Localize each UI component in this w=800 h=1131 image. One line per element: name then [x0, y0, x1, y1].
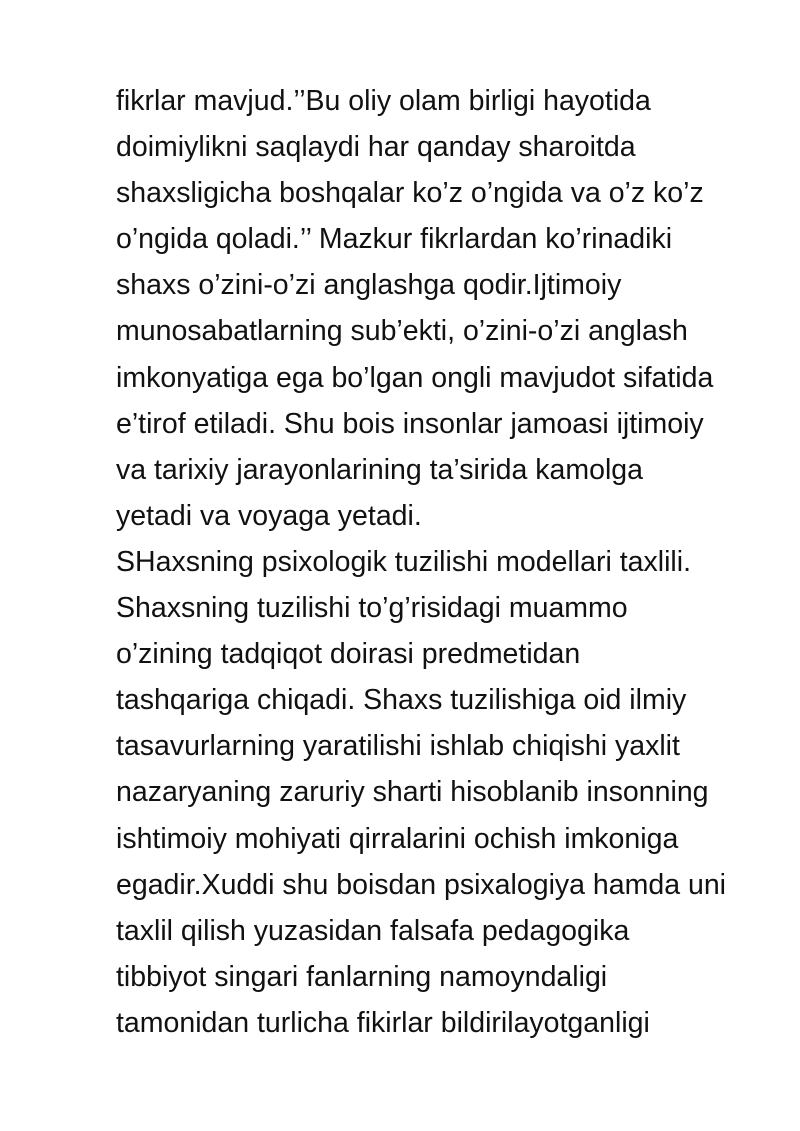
section-heading-line: SHaxsning psixologik tuzilishi modellari taxlili. [116, 545, 691, 578]
text-line: tibbiyot singari fanlarning namoyndaligi [116, 960, 608, 993]
text-line: nazaryaning zaruriy sharti hisoblanib insonning [116, 776, 709, 809]
text-line: e’tirof etiladi. Shu bois insonlar jamoasi ijtimoiy [116, 407, 704, 440]
text-line: tamonidan turlicha fikirlar bildirilayotganligi [116, 1006, 650, 1039]
text-line: o’ngida qoladi.’’ Mazkur fikrlardan ko’rinadiki [116, 223, 673, 256]
text-line: doimiylikni saqlaydi har qanday sharoitda [116, 131, 636, 164]
body-text [116, 78, 776, 1046]
text-line: egadir.Xuddi shu boisdan psixalogiya hamda uni [116, 868, 727, 901]
text-line: taxlil qilish yuzasidan falsafa pedagogika [116, 914, 630, 947]
text-line: yetadi va voyaga yetadi. [116, 499, 422, 532]
text-line: Shaxsning tuzilishi to’g’risidagi muammo [116, 592, 628, 625]
text-line: tasavurlarning yaratilishi ishlab chiqishi yaxlit [116, 730, 680, 763]
text-line: va tarixiy jarayonlarining ta’sirida kamolga [116, 453, 643, 486]
text-line: tashqariga chiqadi. Shaxs tuzilishiga oid ilmiy [116, 684, 687, 717]
text-line: fikrlar mavjud.’’Bu oliy olam birligi hayotida [116, 85, 651, 117]
text-line: ishtimoiy mohiyati qirralarini ochish imkoniga [116, 822, 679, 855]
text-line: imkonyatiga ega bo’lgan ongli mavjudot sifatida [116, 361, 714, 394]
text-line: o’zining tadqiqot doirasi predmetidan [116, 638, 581, 671]
text-line: shaxs o’zini-o’zi anglashga qodir.Ijtimoiy [116, 269, 622, 302]
text-line: shaxsligicha boshqalar ko’z o’ngida va o’z ko’z [116, 177, 704, 210]
text-line: munosabatlarning sub’ekti, o’zini-o’zi anglash [116, 315, 688, 348]
